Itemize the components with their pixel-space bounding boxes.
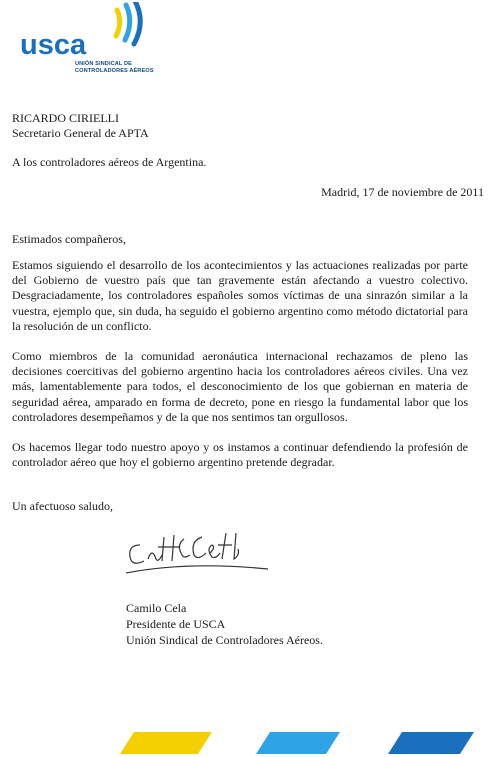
footer-band-blue: [388, 732, 474, 754]
letter-body: [12, 258, 468, 485]
footer-band-light-blue: [256, 732, 340, 754]
paragraph: Estamos siguiendo el desarrollo de los acontecimientos y las actuaciones realizadas por parte del Gobierno de vuestro país que tan gravemente están afectando a vuestro colectivo. Desgraciadamente, los controladores españoles somos víctimas de una sinrazón similar a la vuestra, ejemplo que, sin duda, ha seguido el gobierno argentino como método dictatorial para la resolución de un conflicto.: [12, 258, 468, 333]
handwritten-signature: [118, 525, 278, 585]
closing: Un afectuoso saludo,: [12, 499, 113, 513]
signer-block: [126, 600, 323, 648]
logo-tagline: [75, 61, 185, 74]
logo-wordmark: usca: [20, 29, 87, 61]
sender-title: Secretario General de APTA: [12, 126, 149, 140]
footer-color-bands: [0, 732, 500, 754]
signer-org: Unión Sindical de Controladores Aéreos.: [126, 633, 323, 647]
letter-date: Madrid, 17 de noviembre de 2011: [321, 185, 484, 199]
addressee: A los controladores aéreos de Argentina.: [12, 155, 207, 169]
footer-band-yellow: [120, 732, 212, 754]
greeting: Estimados compañeros,: [12, 232, 126, 246]
sender-block: [12, 111, 149, 141]
signer-name: Camilo Cela: [126, 601, 187, 615]
sender-name: RICARDO CIRIELLI: [12, 111, 119, 125]
paragraph: Os hacemos llegar todo nuestro apoyo y os instamos a continuar defendiendo la profesión de controlador aéreo que hoy el gobierno argentino pretende degradar.: [12, 440, 468, 470]
logo-tagline-line2: CONTROLADORES AÉREOS: [75, 67, 154, 74]
signer-role: Presidente de USCA: [126, 617, 226, 631]
usca-logo: [18, 2, 168, 80]
paragraph: Como miembros de la comunidad aeronáutica internacional rechazamos de pleno las decisiones coercitivas del gobierno argentino hacia los controladores aéreos civiles. Una vez más, lamentablemente para todos, el desconocimiento de los que gobiernan en materia de seguridad aérea, amparado en forma de decreto, pone en riesgo la fundamental labor que los controladores desempeñamos y de la que nos sentimos tan orgullosos.: [12, 349, 468, 424]
usca-logo-mark: [18, 2, 168, 62]
logo-tagline-line1: UNIÓN SINDICAL DE: [75, 61, 132, 67]
